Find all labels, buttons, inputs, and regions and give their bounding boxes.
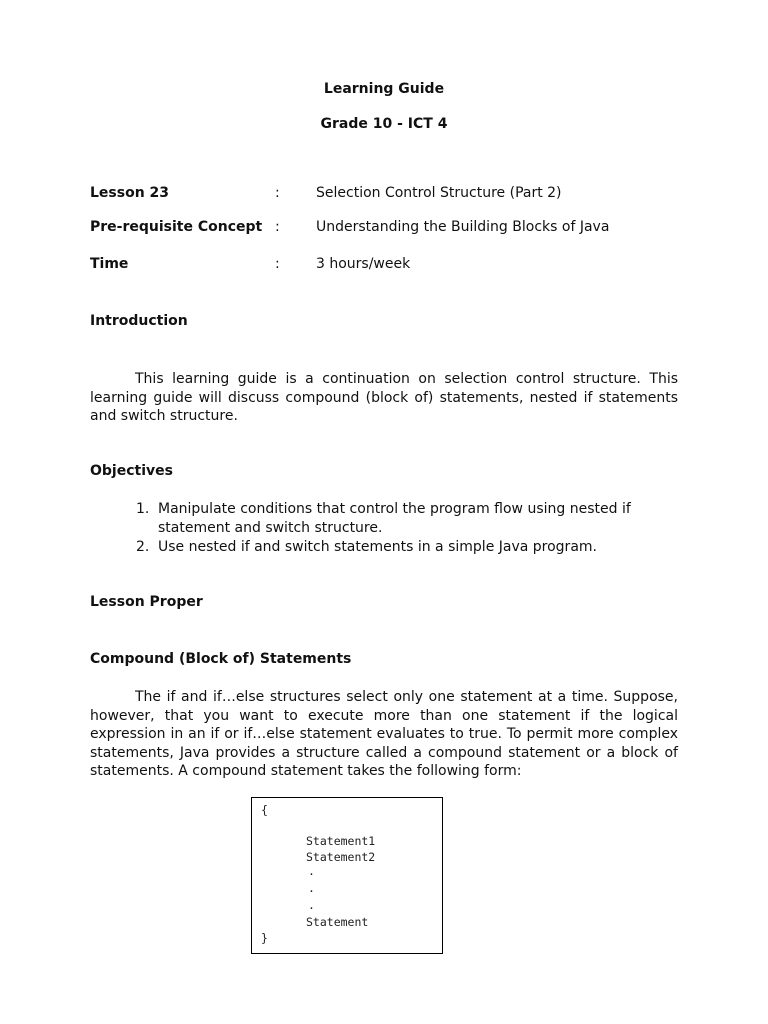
- code-ellipsis-dot: .: [308, 864, 315, 878]
- document-subtitle: Grade 10 - ICT 4: [320, 116, 448, 132]
- meta-label-lesson: Lesson 23: [90, 185, 170, 201]
- meta-colon: :: [275, 185, 280, 201]
- objectives-heading: Objectives: [90, 463, 173, 479]
- compound-heading: Compound (Block of) Statements: [90, 651, 352, 667]
- meta-label-time: Time: [90, 256, 129, 272]
- meta-value-prerequisite: Understanding the Building Blocks of Java: [316, 219, 610, 235]
- meta-value-lesson: Selection Control Structure (Part 2): [316, 185, 562, 201]
- meta-label-prerequisite: Pre-requisite Concept: [90, 219, 263, 235]
- meta-colon: :: [275, 219, 280, 235]
- compound-paragraph: The if and if…else structures select only one statement at a time. Suppose, however, that you want to execute more than one statement if the logical expression in an if or if…else statement evaluates to true. To permit more complex statements, Java provides a structure called a compound statement or a block of statements. A compound statement takes the following form:: [90, 689, 678, 779]
- code-ellipsis-dot: .: [308, 898, 315, 912]
- introduction-heading: Introduction: [90, 313, 188, 329]
- list-number: 2.: [136, 539, 150, 555]
- objective-item-1: [136, 500, 681, 537]
- objective-text: Use nested if and switch statements in a simple Java program.: [158, 539, 597, 555]
- objective-item-2: [136, 538, 681, 557]
- objective-text: Manipulate conditions that control the program flow using nested if statement and switch structure.: [158, 501, 631, 536]
- list-number: 1.: [136, 501, 150, 517]
- code-line: Statement2: [306, 850, 376, 864]
- code-ellipsis-dot: .: [308, 881, 315, 895]
- meta-colon: :: [275, 256, 280, 272]
- document-title: Learning Guide: [323, 81, 445, 97]
- code-example-box: [251, 797, 443, 954]
- meta-value-time: 3 hours/week: [316, 256, 411, 272]
- code-line: Statement: [306, 915, 369, 929]
- code-line: Statement1: [306, 834, 376, 848]
- lesson-proper-heading: Lesson Proper: [90, 594, 203, 610]
- code-open-brace: {: [261, 803, 268, 817]
- code-close-brace: }: [261, 931, 268, 945]
- introduction-paragraph: This learning guide is a continuation on selection control structure. This learning guide will discuss compound (block of) statements, nested if statements and switch structure.: [90, 371, 678, 424]
